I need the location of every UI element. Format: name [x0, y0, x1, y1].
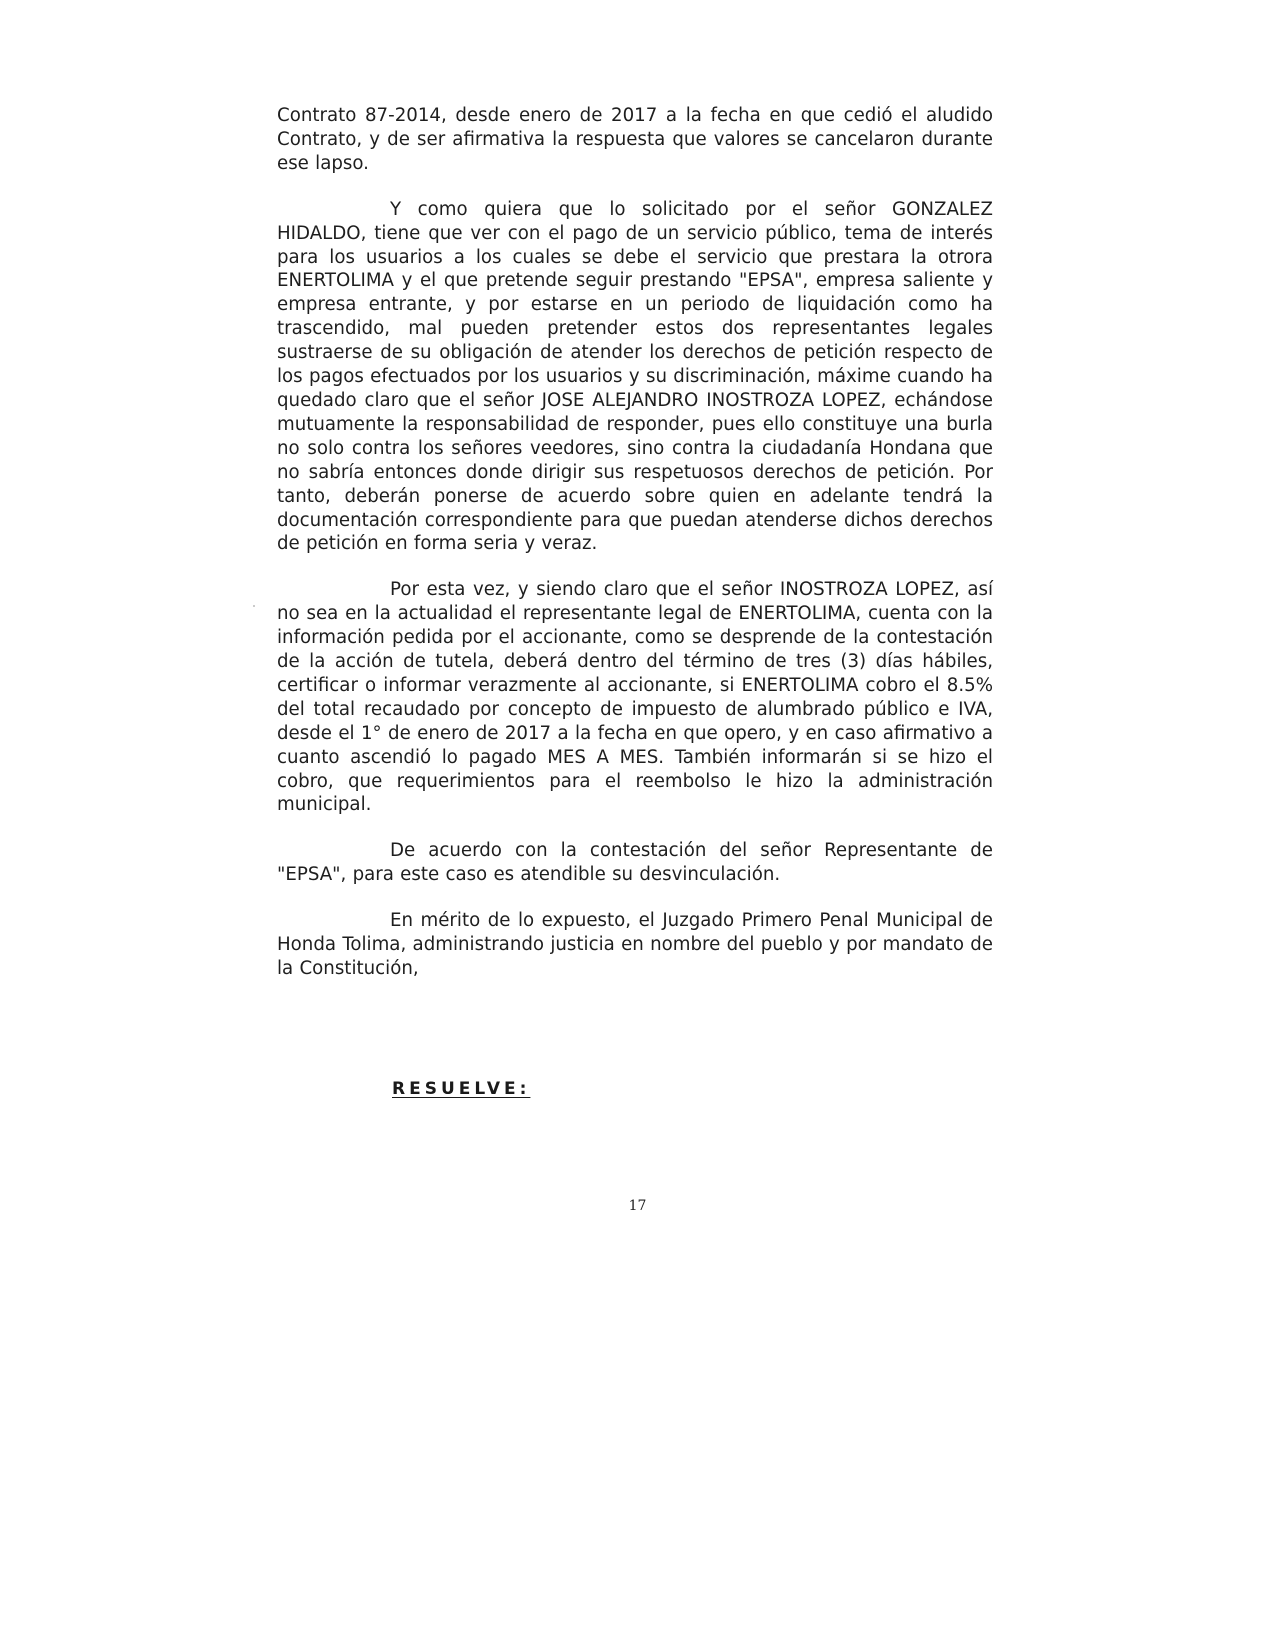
paragraph-en-merito: En mérito de lo expuesto, el Juzgado Primero Penal Municipal de Honda Tolima, administrando justicia en nombre del pueblo y por mandato de la Constitución,: [277, 910, 993, 979]
paragraph-gonzalez-hidaldo: Y como quiera que lo solicitado por el señor GONZALEZ HIDALDO, tiene que ver con el pago de un servicio público, tema de interés para los usuarios a los cuales se debe el servicio que prestara la otrora ENERTOLIMA y el que pretende seguir prestando "EPSA", empresa saliente y empresa entrante, y por estarse en un periodo de liquidación como ha trascendido, mal pueden pretender estos dos representantes legales sustraerse de su obligación de atender los derechos de petición respecto de los pagos efectuados por los usuarios y su discriminación, máxime cuando ha quedado claro que el señor JOSE ALEJANDRO INOSTROZA LOPEZ, echándose mutuamente la responsabilidad de responder, pues ello constituye una burla no solo contra los señores veedores, sino contra la ciudadanía Hondana que no sabría entonces donde dirigir sus respetuosos derechos de petición. Por tanto, deberán ponerse de acuerdo sobre quien en adelante tendrá la documentación correspondiente para que puedan atenderse dichos derechos de petición en forma seria y veraz.: [277, 198, 993, 555]
paragraph-contrato: Contrato 87-2014, desde enero de 2017 a la fecha en que cedió el aludido Contrato, y de ser afirmativa la respuesta que valores se cancelaron durante ese lapso.: [277, 105, 993, 174]
paragraph-epsa: De acuerdo con la contestación del señor Representante de "EPSA", para este caso es atendible su desvinculación.: [277, 840, 993, 886]
document-body: [277, 104, 993, 1003]
scan-speck: [253, 605, 255, 607]
resuelve-heading: RESUELVE:: [392, 1079, 531, 1099]
paragraph-inostroza-lopez: Por esta vez, y siendo claro que el señor INOSTROZA LOPEZ, así no sea en la actualidad el representante legal de ENERTOLIMA, cuenta con la información pedida por el accionante, como se desprende de la contestación de la acción de tutela, deberá dentro del término de tres (3) días hábiles, certificar o informar verazmente al accionante, si ENERTOLIMA cobro el 8.5% del total recaudado por concepto de impuesto de alumbrado público e IVA, desde el 1° de enero de 2017 a la fecha en que opero, y en caso afirmativo a cuanto ascendió lo pagado MES A MES. También informarán si se hizo el cobro, que requerimientos para el reembolso le hizo la administración municipal.: [277, 579, 993, 816]
page-number: 17: [628, 1198, 647, 1214]
